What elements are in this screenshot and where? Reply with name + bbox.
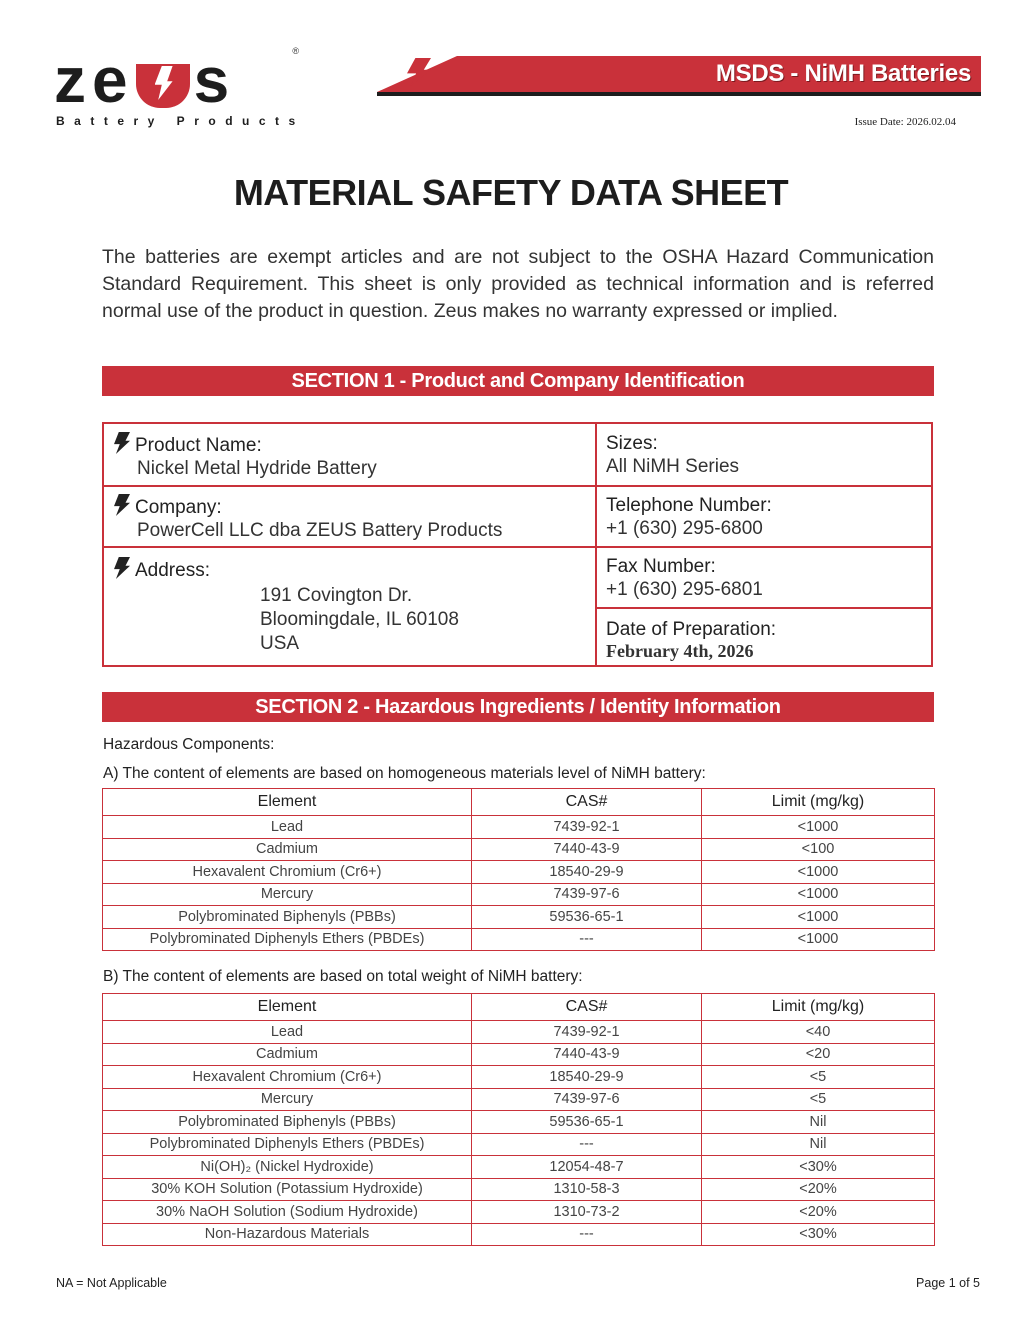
sizes-cell <box>606 432 739 479</box>
limit-cell: <20 <box>702 1043 935 1066</box>
page-title: MATERIAL SAFETY DATA SHEET <box>233 172 789 213</box>
cas-cell: 12054-48-7 <box>472 1156 702 1179</box>
banner-title: MSDS - NiMH Batteries <box>715 60 971 87</box>
table-row <box>103 906 935 929</box>
cas-cell: --- <box>472 928 702 951</box>
sizes-value: All NiMH Series <box>606 456 740 477</box>
table-header-row <box>103 789 935 816</box>
cas-cell: 7439-97-6 <box>472 883 702 906</box>
company-label: Company: <box>135 497 222 518</box>
registered-mark: ® <box>292 46 299 56</box>
element-cell: Cadmium <box>103 838 472 861</box>
logo-subtitle: Battery Products <box>56 114 305 128</box>
table-row <box>103 816 935 839</box>
element-cell: Cadmium <box>103 1043 472 1066</box>
table-row <box>103 1111 935 1134</box>
limit-cell: <1000 <box>702 928 935 951</box>
element-cell: Polybrominated Diphenyls Ethers (PBDEs) <box>103 1133 472 1156</box>
cas-cell: 1310-58-3 <box>472 1178 702 1201</box>
cas-cell: --- <box>472 1133 702 1156</box>
limit-cell: <5 <box>702 1066 935 1089</box>
date-prep-label: Date of Preparation: <box>606 619 777 640</box>
table-b <box>102 993 935 1246</box>
column-header-limit: Limit (mg/kg) <box>702 994 935 1021</box>
document-banner <box>377 56 981 96</box>
fax-label: Fax Number: <box>606 556 716 577</box>
cas-cell: 59536-65-1 <box>472 906 702 929</box>
zeus-logo <box>54 44 305 138</box>
issue-date: Issue Date: 2026.02.04 <box>854 116 956 128</box>
limit-cell: <30% <box>702 1223 935 1246</box>
address-line2: Bloomingdale, IL 60108 <box>260 609 459 630</box>
table-a <box>102 788 935 951</box>
table-row <box>103 1088 935 1111</box>
table-header-row <box>103 994 935 1021</box>
bolt-bullet-icon <box>114 432 130 454</box>
table-row <box>103 838 935 861</box>
product-identification-box <box>102 422 933 667</box>
column-header-cas: CAS# <box>472 994 702 1021</box>
cas-cell: 7439-92-1 <box>472 1021 702 1044</box>
product-name-label: Product Name: <box>135 435 262 456</box>
table-row <box>103 1066 935 1089</box>
table-b-caption: B) The content of elements are based on total weight of NiMH battery: <box>103 968 583 985</box>
bolt-bullet-icon <box>114 494 130 516</box>
element-cell: Polybrominated Biphenyls (PBBs) <box>103 1111 472 1134</box>
element-cell: Hexavalent Chromium (Cr6+) <box>103 861 472 884</box>
limit-cell: Nil <box>702 1133 935 1156</box>
page-number: Page 1 of 5 <box>916 1276 980 1290</box>
hazardous-components-label: Hazardous Components: <box>103 736 275 753</box>
limit-cell: <40 <box>702 1021 935 1044</box>
limit-cell: <30% <box>702 1156 935 1179</box>
table-row <box>103 1178 935 1201</box>
limit-cell: <5 <box>702 1088 935 1111</box>
limit-cell: <1000 <box>702 816 935 839</box>
limit-cell: <20% <box>702 1178 935 1201</box>
address-label: Address: <box>135 560 210 581</box>
element-cell: Non-Hazardous Materials <box>103 1223 472 1246</box>
product-name-value: Nickel Metal Hydride Battery <box>137 458 377 479</box>
table-row <box>103 928 935 951</box>
address-cell <box>114 557 459 656</box>
element-cell: Ni(OH)₂ (Nickel Hydroxide) <box>103 1156 472 1179</box>
column-header-limit: Limit (mg/kg) <box>702 789 935 816</box>
cas-cell: 7439-92-1 <box>472 816 702 839</box>
footer-note: NA = Not Applicable <box>56 1276 167 1290</box>
cas-cell: 59536-65-1 <box>472 1111 702 1134</box>
cas-cell: 7440-43-9 <box>472 838 702 861</box>
table-row <box>103 1133 935 1156</box>
table-row <box>103 861 935 884</box>
date-prep-value: February 4th, 2026 <box>606 641 754 661</box>
column-header-cas: CAS# <box>472 789 702 816</box>
address-line1: 191 Covington Dr. <box>260 585 413 606</box>
section2-heading: SECTION 2 - Hazardous Ingredients / Identity Information <box>102 692 934 722</box>
table-row <box>103 1201 935 1224</box>
element-cell: Polybrominated Diphenyls Ethers (PBDEs) <box>103 928 472 951</box>
telephone-value: +1 (630) 295-6800 <box>606 518 763 539</box>
table-row <box>103 1043 935 1066</box>
cas-cell: 18540-29-9 <box>472 861 702 884</box>
element-cell: Hexavalent Chromium (Cr6+) <box>103 1066 472 1089</box>
telephone-label: Telephone Number: <box>606 495 772 516</box>
telephone-cell <box>606 494 772 541</box>
fax-value: +1 (630) 295-6801 <box>606 579 763 600</box>
intro-paragraph: The batteries are exempt articles and are not subject to the OSHA Hazard Communication Standard Requirement. This sheet is only provided as technical information and is referred normal use of the product in question. Zeus makes no warranty expressed or implied. <box>102 246 934 322</box>
element-cell: Polybrominated Biphenyls (PBBs) <box>103 906 472 929</box>
column-header-element: Element <box>103 789 472 816</box>
element-cell: 30% NaOH Solution (Sodium Hydroxide) <box>103 1201 472 1224</box>
limit-cell: <20% <box>702 1201 935 1224</box>
element-cell: Lead <box>103 1021 472 1044</box>
company-value: PowerCell LLC dba ZEUS Battery Products <box>137 520 503 541</box>
table-row <box>103 1156 935 1179</box>
cas-cell: --- <box>472 1223 702 1246</box>
bolt-bullet-icon <box>114 557 130 579</box>
table-a-caption: A) The content of elements are based on homogeneous materials level of NiMH battery: <box>103 765 706 782</box>
cas-cell: 18540-29-9 <box>472 1066 702 1089</box>
limit-cell: Nil <box>702 1111 935 1134</box>
logo-wordmark: z e s <box>54 44 236 116</box>
cas-cell: 7439-97-6 <box>472 1088 702 1111</box>
date-prep-cell <box>606 618 776 661</box>
limit-cell: <1000 <box>702 906 935 929</box>
column-header-element: Element <box>103 994 472 1021</box>
limit-cell: <1000 <box>702 861 935 884</box>
product-name-cell <box>114 432 377 481</box>
cas-cell: 1310-73-2 <box>472 1201 702 1224</box>
limit-cell: <100 <box>702 838 935 861</box>
cas-cell: 7440-43-9 <box>472 1043 702 1066</box>
logo-bolt-icon <box>136 64 190 108</box>
element-cell: Mercury <box>103 883 472 906</box>
element-cell: Lead <box>103 816 472 839</box>
table-row <box>103 1223 935 1246</box>
table-row <box>103 1021 935 1044</box>
address-line3: USA <box>260 633 300 654</box>
sizes-label: Sizes: <box>606 433 658 454</box>
section1-heading: SECTION 1 - Product and Company Identification <box>102 366 934 396</box>
table-row <box>103 883 935 906</box>
fax-cell <box>606 555 763 602</box>
company-cell <box>114 494 502 543</box>
element-cell: 30% KOH Solution (Potassium Hydroxide) <box>103 1178 472 1201</box>
element-cell: Mercury <box>103 1088 472 1111</box>
limit-cell: <1000 <box>702 883 935 906</box>
